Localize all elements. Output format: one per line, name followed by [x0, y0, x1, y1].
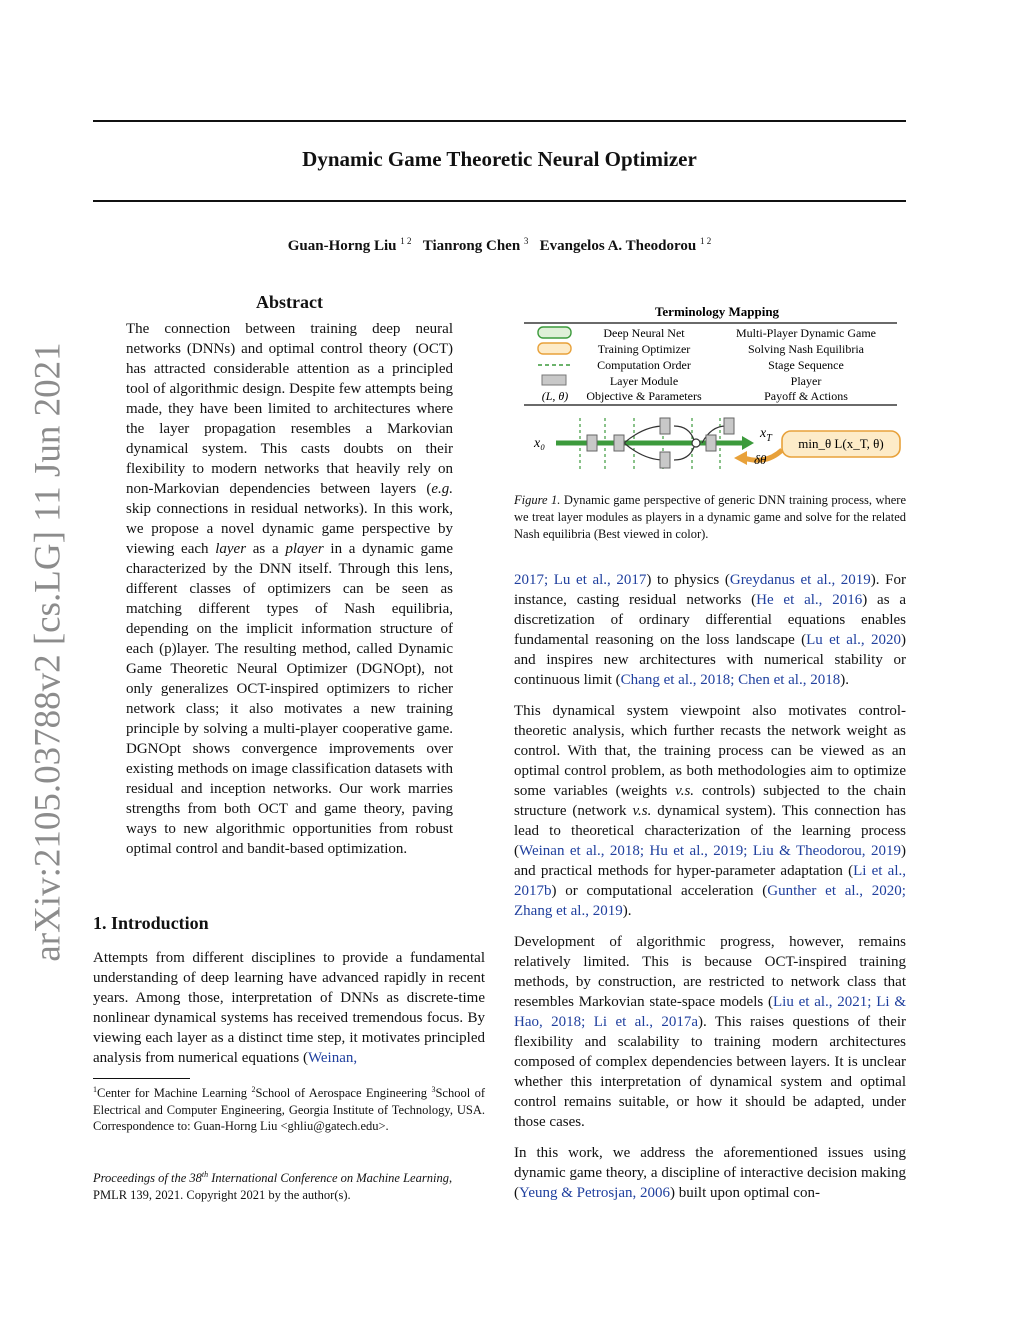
- table-right-cell: Multi-Player Dynamic Game: [736, 326, 876, 340]
- table-right-cell: Solving Nash Equilibria: [748, 342, 864, 356]
- paragraph: This dynamical system viewpoint also motivates control-theoretic analysis, which further recasts the network weight as control. With that, the training process can be viewed as an optimal control problem, as both methodologies aim to optimize some variables (weights v.s. controls) subjected to the chain structure (network v.s. dynamical system). This connection has lead to theoretical characterization of the learning process (Weinan et al., 2018; Hu et al., 2019; Liu & Theodorou, 2019) and practical methods for hyper-parameter adaptation (Li et al., 2017b) or computational acceleration (Gunther et al., 2020; Zhang et al., 2019).: [514, 703, 906, 919]
- right-column: [514, 570, 906, 1214]
- network-arrowhead: [742, 436, 754, 450]
- sum-node-icon: [692, 439, 700, 447]
- title-rule-top: [93, 120, 906, 122]
- deep-net-legend-icon: [538, 327, 571, 338]
- footnote-rule: [93, 1078, 190, 1079]
- citation-link[interactable]: Weinan et al., 2018; Hu et al., 2019; Liu & Theodorou, 2019: [519, 843, 901, 859]
- objective-label: min_θ L(x_T, θ): [798, 436, 884, 451]
- citation-link[interactable]: Gunther et al., 2020; Zhang et al., 2019: [514, 883, 906, 919]
- affiliation-footnote: $^1$Center for Machine Learning $^2$School of Aerospace Engineering $^3$School of Electrical and Computer Engineering, Georgia Institute of Technology, USA. Correspondence to: Guan-Horng Liu <ghliu@gatech.edu>.: [93, 1085, 485, 1133]
- author-name: Guan-Horng Liu: [287, 238, 397, 254]
- paragraph: Development of algorithmic progress, however, remains relatively limited. This is because OCT-inspired training methods, by construction, are restricted to network class that resembles Markovian state-space models (Liu et al., 2021; Li & Hao, 2018; Li et al., 2017a). This raises questions of their flexibility and scalability to training modern architectures composed of complex dependencies between layers. It is unclear whether this interpretation of dynamical system and optimal control remains suitable, or how it should be adapted, under those cases.: [514, 934, 906, 1130]
- table-left-cell: Objective & Parameters: [586, 389, 702, 403]
- author-name: Tianrong Chen: [422, 238, 521, 254]
- citation-link[interactable]: Yeung & Petrosjan, 2006: [519, 1185, 670, 1201]
- table-left-cell: Computation Order: [597, 358, 691, 372]
- title-rule-bottom: [93, 200, 906, 202]
- introduction-paragraph: Attempts from different disciplines to provide a fundamental understanding of deep learning have advanced rapidly in recent years. Among those, interpretation of DNNs as discrete-time nonlinear dynamical systems has received tremendous focus. By viewing each layer as a distinct time step, it motivates principled analysis from numerical equations (Weinan,: [93, 950, 485, 1066]
- figure-caption: Figure 1. Dynamic game perspective of generic DNN training process, where we treat layer modules as players in a dynamic game and solve for the related Nash equilibria (Best viewed in color).: [514, 493, 907, 541]
- author-affiliation: 3: [523, 236, 529, 246]
- delta-theta-label: δθ: [754, 452, 767, 467]
- introduction-heading: 1. Introduction: [93, 913, 209, 933]
- table-right-cell: Payoff & Actions: [764, 389, 848, 403]
- citation-link[interactable]: He et al., 2016: [756, 592, 863, 608]
- table-right-cell: Stage Sequence: [768, 358, 844, 372]
- paragraph: 2017; Lu et al., 2017) to physics (Greydanus et al., 2019). For instance, casting residual networks (He et al., 2016) as a discretization of ordinary differential equations enables fundamental reasoning on the loss landscape (Lu et al., 2020) and inspires new architectures with numerical stability or continuous limit (Chang et al., 2018; Chen et al., 2018).: [514, 572, 906, 688]
- table-left-cell: Training Optimizer: [597, 342, 691, 356]
- abstract-heading: Abstract: [256, 292, 323, 312]
- author-affiliation: 1 2: [700, 236, 712, 246]
- objective-symbol: (L, θ): [541, 389, 569, 403]
- optimizer-legend-icon: [538, 343, 571, 354]
- citation-link[interactable]: Greydanus et al., 2019: [729, 572, 871, 588]
- author-name: Evangelos A. Theodorou: [539, 238, 697, 254]
- table-right-cell: Player: [790, 374, 822, 388]
- paper-title: Dynamic Game Theoretic Neural Optimizer: [302, 147, 697, 171]
- citation-link[interactable]: Li et al., 2017b: [514, 863, 906, 899]
- table-left-cell: Layer Module: [609, 374, 679, 388]
- paragraph: In this work, we address the aforementioned issues using dynamic game theory, a discipline of interactive decision making (Yeung & Petrosjan, 2006) built upon optimal con-: [514, 1145, 906, 1201]
- arxiv-stamp: arXiv:2105.03788v2 [cs.LG] 11 Jun 2021: [27, 342, 69, 962]
- layer-module-legend-icon: [542, 375, 566, 385]
- figure-terminology-diagram: [514, 300, 908, 475]
- table-left-cell: Deep Neural Net: [603, 326, 685, 340]
- output-xT-label: $x_T$: [760, 426, 772, 444]
- citation-link[interactable]: Weinan,: [307, 1050, 358, 1066]
- citation-link[interactable]: Lu et al., 2020: [806, 632, 901, 648]
- abstract-text: The connection between training deep neural networks (DNNs) and optimal control theory (OCT) has attracted considerable attention as a principled tool of algorithmic design. Despite few attempts being made, they have been limited to architectures where the layer propagation resembles a Markovian dynamical system. This casts doubts on their flexibility to modern networks that heavily rely on non-Markovian dependencies between layers (e.g. skip connections in residual networks). In this work, we propose a novel dynamic game perspective by viewing each layer as a player in a dynamic game characterized by the DNN itself. Through this lens, different classes of optimizers can be seen as matching different types of Nash equilibria, depending on the implicit information structure of each (p)layer. The resulting method, called Dynamic Game Theoretic Neural Optimizer (DGNOpt), not only generalizes OCT-inspired optimizers to richer network class; it also motivates a new training principle by solving a multi-player cooperative game. DGNOpt shows convergence improvements over existing methods on image classification datasets with residual and inception networks. Our work marries strengths from both OCT and game theory, paving ways to new algorithmic opportunities from robust optimal control and bandit-based optimization.: [126, 321, 453, 857]
- input-x0-label: x₀: [534, 436, 546, 451]
- terminology-table-title: Terminology Mapping: [654, 304, 780, 319]
- feedback-arrowhead: [734, 451, 747, 465]
- citation-link[interactable]: 2017; Lu et al., 2017: [514, 572, 647, 588]
- citation-link[interactable]: Chang et al., 2018; Chen et al., 2018: [620, 672, 841, 688]
- proceedings-note: Proceedings of the 38th International Conference on Machine Learning, PMLR 139, 2021. Copyright 2021 by the author(s).: [93, 1170, 453, 1202]
- author-affiliation: 1 2: [400, 236, 412, 246]
- citation-link[interactable]: Liu et al., 2021; Li & Hao, 2018; Li et al., 2017a: [514, 994, 906, 1030]
- author-list: [93, 236, 906, 255]
